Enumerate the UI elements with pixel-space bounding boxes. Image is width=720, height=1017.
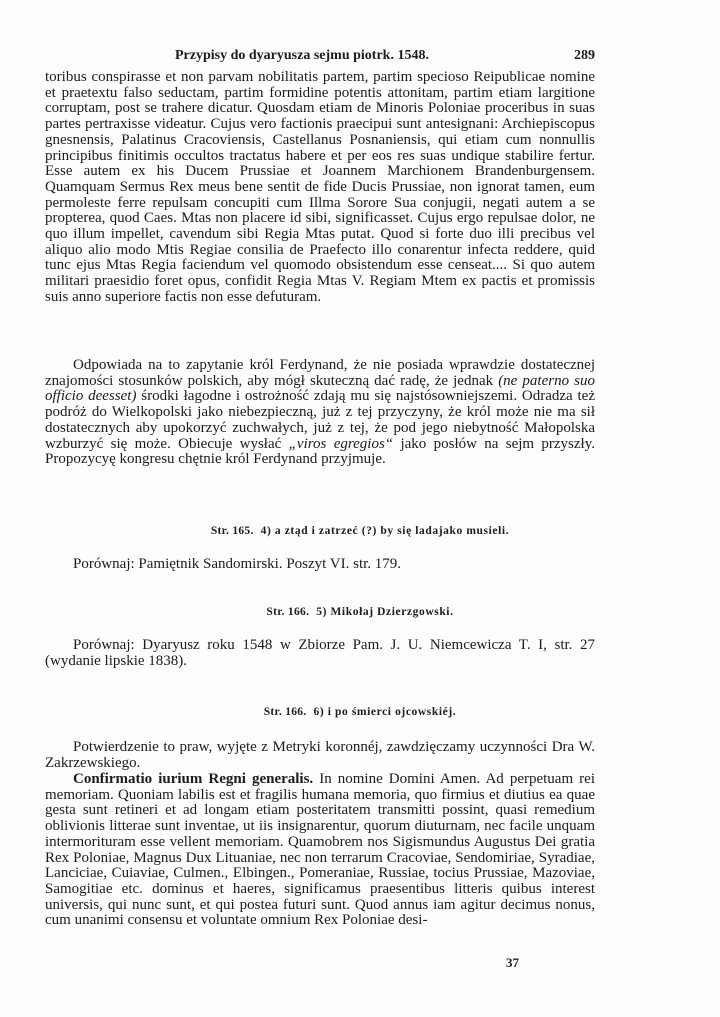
note-heading	[0, 706, 720, 718]
note-body: Potwierdzenie to praw, wyjęte z Metryki koronnéj, zawdzięczamy uczynności Dra W. Zakrzewskiego.	[45, 739, 595, 771]
polish-paragraph-part3: jako posłów na sejm przyszły. Propozycyę kongresu chętnie król Ferdynand przyjmuje.	[45, 435, 595, 468]
signature-mark: 37	[506, 955, 519, 970]
note-page-ref: Str. 166.	[266, 606, 310, 618]
note-heading-text: 6) i po śmierci ojcowskiéj.	[313, 706, 457, 718]
note-heading	[0, 525, 720, 537]
confirmatio-paragraph	[45, 772, 595, 929]
note-heading	[0, 606, 720, 618]
running-header	[45, 48, 595, 68]
confirmatio-title: Confirmatio iurium Regni generalis.	[73, 771, 314, 787]
latin-quote-2: „viros egregios“	[288, 435, 394, 452]
polish-paragraph-part1: Odpowiada na to zapytanie król Ferdynand, że nie posiada wprawdzie dostatecznej znajomości stosunków polskich, aby mógł skuteczną dać radę, że jednak	[45, 357, 595, 389]
running-header-title: Przypisy do dyaryusza sejmu piotrk. 1548.	[175, 48, 429, 63]
note-body: Porównaj: Dyaryusz roku 1548 w Zbiorze Pam. J. U. Niemcewicza T. I, str. 27 (wydanie lipskie 1838).	[45, 637, 595, 669]
note-heading-text: 5) Mikołaj Dzierzgowski.	[316, 606, 454, 618]
note-page-ref: Str. 165.	[210, 525, 254, 537]
note-page-ref: Str. 166.	[263, 706, 307, 718]
note-heading-text: 4) a ztąd i zatrzeć (?) by się ladajako musieli.	[260, 525, 510, 537]
confirmatio-text: In nomine Domini Amen. Ad perpetuam rei memoriam. Quoniam labilis est et fragilis humana memoria, quo firmius et diutius ea quae gesta sunt retineri et ad longam etiam posteritatem transmitti possint, quasi remedium oblivionis litterae sunt inventae, ut iis insignarentur, quorum diuturnam, nec facile unquam intermorituram esse vellent memoriam. Quamobrem nos Sigismundus Augustus Dei gratia Rex Poloniae, Magnus Dux Lituaniae, nec non terrarum Cracoviae, Sendomiriae, Syradiae, Lanciciae, Cuiaviae, Culmen., Elbingen., Pomeraniae, Russiae, tocius Prussiae, Mazoviae, Samogitiae etc. dominus et haeres, significamus praesentibus litteris quibus interest universis, qui nunc sunt, et qui postea futuri sunt. Quod annus iam agitur decimus nonus, cum unanimi consensu et voluntate omnium Rex Poloniae desi-	[45, 771, 595, 929]
note-body: Porównaj: Pamiętnik Sandomirski. Poszyt VI. str. 179.	[73, 556, 402, 572]
latin-quote-1: (ne paterno suo officio deesset)	[45, 372, 596, 405]
latin-paragraph: toribus conspirasse et non parvam nobilitatis partem, partim specioso Reipublicae nomine et praetextu falso seductam, partim formidine potentis attonitam, partim etiam largitione corruptam, post se trahere dicatur. Quosdam etiam de Minoris Poloniae proceribus in suas partes pertraxisse videatur. Cujus vero factionis praecipui sunt antesignani: Archiepiscopus gnesnensis, Palatinus Cracoviensis, Castellanus Posnaniensis, qui etiam cum nonnullis principibus finitimis occultos tractatus habere et per eos res suas undique stabilire fertur. Esse autem ex his Ducem Prussiae et Joannem Marchionem Brandenburgensem. Quamquam Sermus Rex meus bene sentit de fide Ducis Prussiae, non ignorat tamen, eum permoleste ferre repulsam concupiti cum Illma Sorore Sua conjugii, negati autem a se propterea, quod Caes. Mtas non placere id sibi, significasset. Cujus ergo repulsae dolor, ne quo illum impellet, cavendum sibi Regia Mtas putat. Quod si forte duo illi precibus vel aliquo alio modo Mtis Regiae consilia de Praefecto illo conarentur infecta reddere, quid tunc ejus Mtas Regia faciendum vel quomodo obsistendum esse censeat.... Si quo autem militari praesidio foret opus, confidit Regia Mtas V. Regiam Mtem ex pactis et promissis suis anno superiore factis non esse defuturam.	[45, 69, 595, 305]
polish-paragraph	[45, 358, 595, 468]
page-number: 289	[574, 48, 595, 63]
polish-paragraph-part2: środki łagodne i ostrożność zdają mu się najstósowniejszemi. Odradza też podróż do Wielkopolski jako niebezpieczną, już z tej przyczyny, że król może nie ma sił dostatecznych aby upokorzyć zuchwałych, już z tej, że pod jego niebytność Małopolska wzburzyć się może. Obiecuje wysłać	[45, 388, 595, 452]
